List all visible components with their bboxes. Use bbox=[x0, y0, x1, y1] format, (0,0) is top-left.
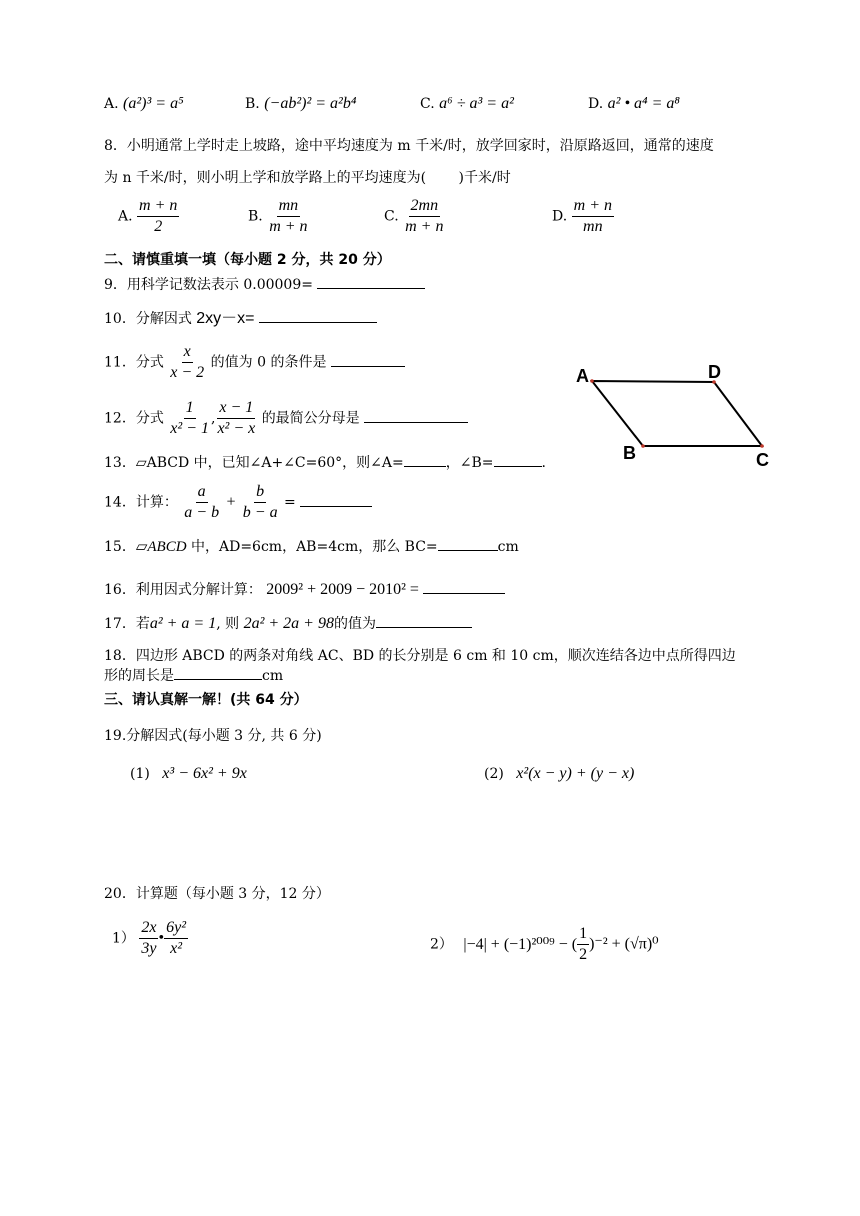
q11-numerator: x bbox=[182, 344, 193, 363]
q8-option-a-numerator: m + n bbox=[137, 198, 179, 217]
q7-option-c-label: C. bbox=[420, 96, 435, 112]
q17-prefix: 17．若 bbox=[104, 616, 150, 632]
q10 bbox=[104, 310, 377, 328]
q7-option-d-expr: a² • a⁴ = a⁸ bbox=[607, 95, 680, 112]
q18-line2 bbox=[104, 667, 283, 685]
q14-numerator-2: b bbox=[254, 484, 266, 503]
q7-options bbox=[104, 95, 184, 113]
q15-answer-blank[interactable] bbox=[438, 538, 498, 551]
q8-option-d-denominator: mn bbox=[583, 218, 603, 235]
q15-unit: cm bbox=[497, 539, 519, 555]
q10-expr: 2xy－x= bbox=[196, 310, 255, 327]
section2-heading: 二、请慎重填一填（每小题 2 分，共 20 分） bbox=[104, 252, 391, 268]
q15 bbox=[104, 538, 519, 556]
q12-separator: , bbox=[210, 410, 216, 427]
q17-mid: , 则 bbox=[216, 616, 244, 632]
q17 bbox=[104, 615, 472, 633]
q20-part1-denominator-1: 3y bbox=[141, 940, 157, 957]
q16-answer-blank[interactable] bbox=[423, 581, 505, 594]
q18-unit: cm bbox=[262, 668, 284, 684]
q17-answer-blank[interactable] bbox=[376, 615, 472, 628]
q7-option-a-expr: (a²)³ = a⁵ bbox=[123, 95, 184, 112]
q7-option-a-label: A. bbox=[104, 96, 119, 112]
q12-denominator-2: x² − x bbox=[217, 420, 256, 437]
q12-denominator-1: x² − 1 bbox=[170, 420, 209, 437]
parallelogram-shape bbox=[592, 381, 762, 446]
q8-option-b-numerator: mn bbox=[277, 198, 301, 217]
q13-answer-blank-a[interactable] bbox=[404, 454, 446, 467]
q14-denominator-1: a − b bbox=[184, 504, 220, 521]
q18-answer-blank[interactable] bbox=[174, 667, 262, 680]
q12-answer-blank[interactable] bbox=[364, 410, 468, 423]
q20-part1-denominator-2: x² bbox=[170, 940, 182, 957]
q14-prefix: 14．计算： bbox=[104, 494, 178, 511]
q8-option-a bbox=[118, 198, 179, 235]
q19-part2-expr: x²(x − y) + (y − x) bbox=[516, 765, 635, 782]
q16-expr: 2009² + 2009 − 2010² = bbox=[266, 581, 419, 598]
q9-text: 9．用科学记数法表示 0.00009= bbox=[104, 277, 313, 293]
q19-title: 19.分解因式(每小题 3 分, 共 6 分) bbox=[104, 728, 322, 744]
q10-prefix: 10．分解因式 bbox=[104, 311, 192, 327]
q20-part2-expr-a: |−4| + (−1)²⁰⁰⁹ − ( bbox=[463, 935, 578, 953]
q8-option-d-numerator: m + n bbox=[572, 198, 614, 217]
q20-part1 bbox=[112, 920, 188, 957]
vertex-d-label: D bbox=[708, 362, 721, 382]
q14-numerator-1: a bbox=[196, 484, 208, 503]
q13-text2: ，∠B= bbox=[445, 455, 494, 471]
q20-part1-numerator-2: 6y² bbox=[164, 920, 188, 939]
q8-line1: 8．小明通常上学时走上坡路，途中平均速度为 m 千米/时，放学回家时，沿原路返回，通常的速度 bbox=[104, 138, 714, 154]
q13-answer-blank-b[interactable] bbox=[494, 454, 542, 467]
q20-part1-dot: • bbox=[158, 929, 165, 947]
q8-option-b bbox=[248, 198, 310, 235]
vertex-b-dot bbox=[641, 444, 645, 448]
vertex-a-dot bbox=[590, 379, 594, 383]
q8-option-c bbox=[384, 198, 445, 235]
q7-option-b-label: B. bbox=[245, 96, 260, 112]
q18-line1: 18．四边形 ABCD 的两条对角线 AC、BD 的长分别是 6 cm 和 10 cm，顺次连结各边中点所得四边 bbox=[104, 648, 736, 664]
q7-option-b-expr: (−ab²)² = a²b⁴ bbox=[264, 95, 357, 112]
q15-prefix: 15． bbox=[104, 539, 136, 555]
q9 bbox=[104, 276, 425, 294]
q7-option-d-label: D. bbox=[588, 96, 604, 112]
parallelogram-figure bbox=[570, 360, 780, 475]
q17-expr: 2a² + 2a + 98 bbox=[243, 615, 334, 632]
q8-option-a-label: A. bbox=[118, 208, 133, 225]
q7-option-c-expr: a⁶ ÷ a³ = a² bbox=[439, 95, 514, 112]
q11-suffix: 的值为 0 的条件是 bbox=[210, 354, 327, 371]
q8-line2: 为 n 千米/时，则小明上学和放学路上的平均速度为( )千米/时 bbox=[104, 170, 511, 186]
q11 bbox=[104, 344, 405, 381]
q15-shape: ▱ABCD bbox=[135, 539, 187, 555]
q19-part2-label: (2) bbox=[484, 766, 504, 782]
q8-option-b-label: B. bbox=[248, 208, 263, 225]
q8-option-b-denominator: m + n bbox=[269, 218, 308, 235]
q14-denominator-2: b − a bbox=[242, 504, 278, 521]
q14-plus: + bbox=[225, 493, 237, 511]
q20-part2-expr-b: )⁻² + (√π)⁰ bbox=[589, 935, 659, 953]
q18-line2-prefix: 形的周长是 bbox=[104, 668, 174, 684]
q19-part1 bbox=[130, 765, 247, 783]
q17-suffix: 的值为 bbox=[333, 616, 376, 632]
q20-title: 20．计算题（每小题 3 分，12 分） bbox=[104, 886, 330, 902]
q20-part2-denominator: 2 bbox=[579, 946, 588, 963]
q13 bbox=[104, 454, 546, 472]
section3-heading: 三、请认真解一解！(共 64 分） bbox=[104, 692, 308, 708]
q16 bbox=[104, 581, 505, 599]
vertex-a-label: A bbox=[576, 366, 589, 386]
q13-text1: 13．▱ABCD 中，已知∠A+∠C=60°，则∠A= bbox=[104, 455, 404, 471]
q20-part1-numerator-1: 2x bbox=[139, 920, 158, 939]
q11-denominator: x − 2 bbox=[170, 364, 205, 381]
q19-part2 bbox=[484, 765, 634, 783]
q15-text: 中，AD=6cm，AB=4cm，那么 BC= bbox=[186, 539, 438, 555]
q8-option-a-denominator: 2 bbox=[154, 218, 163, 235]
q8-option-c-numerator: 2mn bbox=[409, 198, 441, 217]
q20-part1-label: 1） bbox=[112, 930, 135, 947]
q8-option-c-denominator: m + n bbox=[405, 218, 444, 235]
q12 bbox=[104, 400, 468, 437]
q16-prefix: 16．利用因式分解计算： bbox=[104, 582, 262, 598]
q14 bbox=[104, 484, 372, 521]
q19-part1-label: (1) bbox=[130, 766, 150, 782]
vertex-b-label: B bbox=[623, 443, 636, 463]
q14-answer-blank[interactable] bbox=[300, 494, 372, 507]
q9-answer-blank[interactable] bbox=[317, 276, 425, 289]
q17-condition: a² + a = 1 bbox=[149, 615, 217, 632]
q11-prefix: 11．分式 bbox=[104, 354, 164, 371]
q20-part2-label: 2） bbox=[430, 936, 453, 953]
q13-text3: . bbox=[541, 455, 546, 471]
q12-prefix: 12．分式 bbox=[104, 410, 164, 427]
q10-answer-blank[interactable] bbox=[259, 310, 377, 323]
q12-numerator-1: 1 bbox=[184, 400, 196, 419]
q8-option-d bbox=[552, 198, 614, 235]
q20-part2-numerator: 1 bbox=[577, 926, 589, 945]
q19-part1-expr: x³ − 6x² + 9x bbox=[162, 765, 247, 782]
q8-option-c-label: C. bbox=[384, 208, 399, 225]
q14-equals: = bbox=[284, 494, 296, 511]
vertex-c-label: C bbox=[756, 450, 769, 470]
vertex-c-dot bbox=[760, 444, 764, 448]
q12-numerator-2: x − 1 bbox=[217, 400, 255, 419]
q11-answer-blank[interactable] bbox=[331, 354, 405, 367]
q20-part2 bbox=[430, 926, 659, 963]
q12-suffix: 的最简公分母是 bbox=[261, 410, 360, 427]
q8-option-d-label: D. bbox=[552, 208, 568, 225]
